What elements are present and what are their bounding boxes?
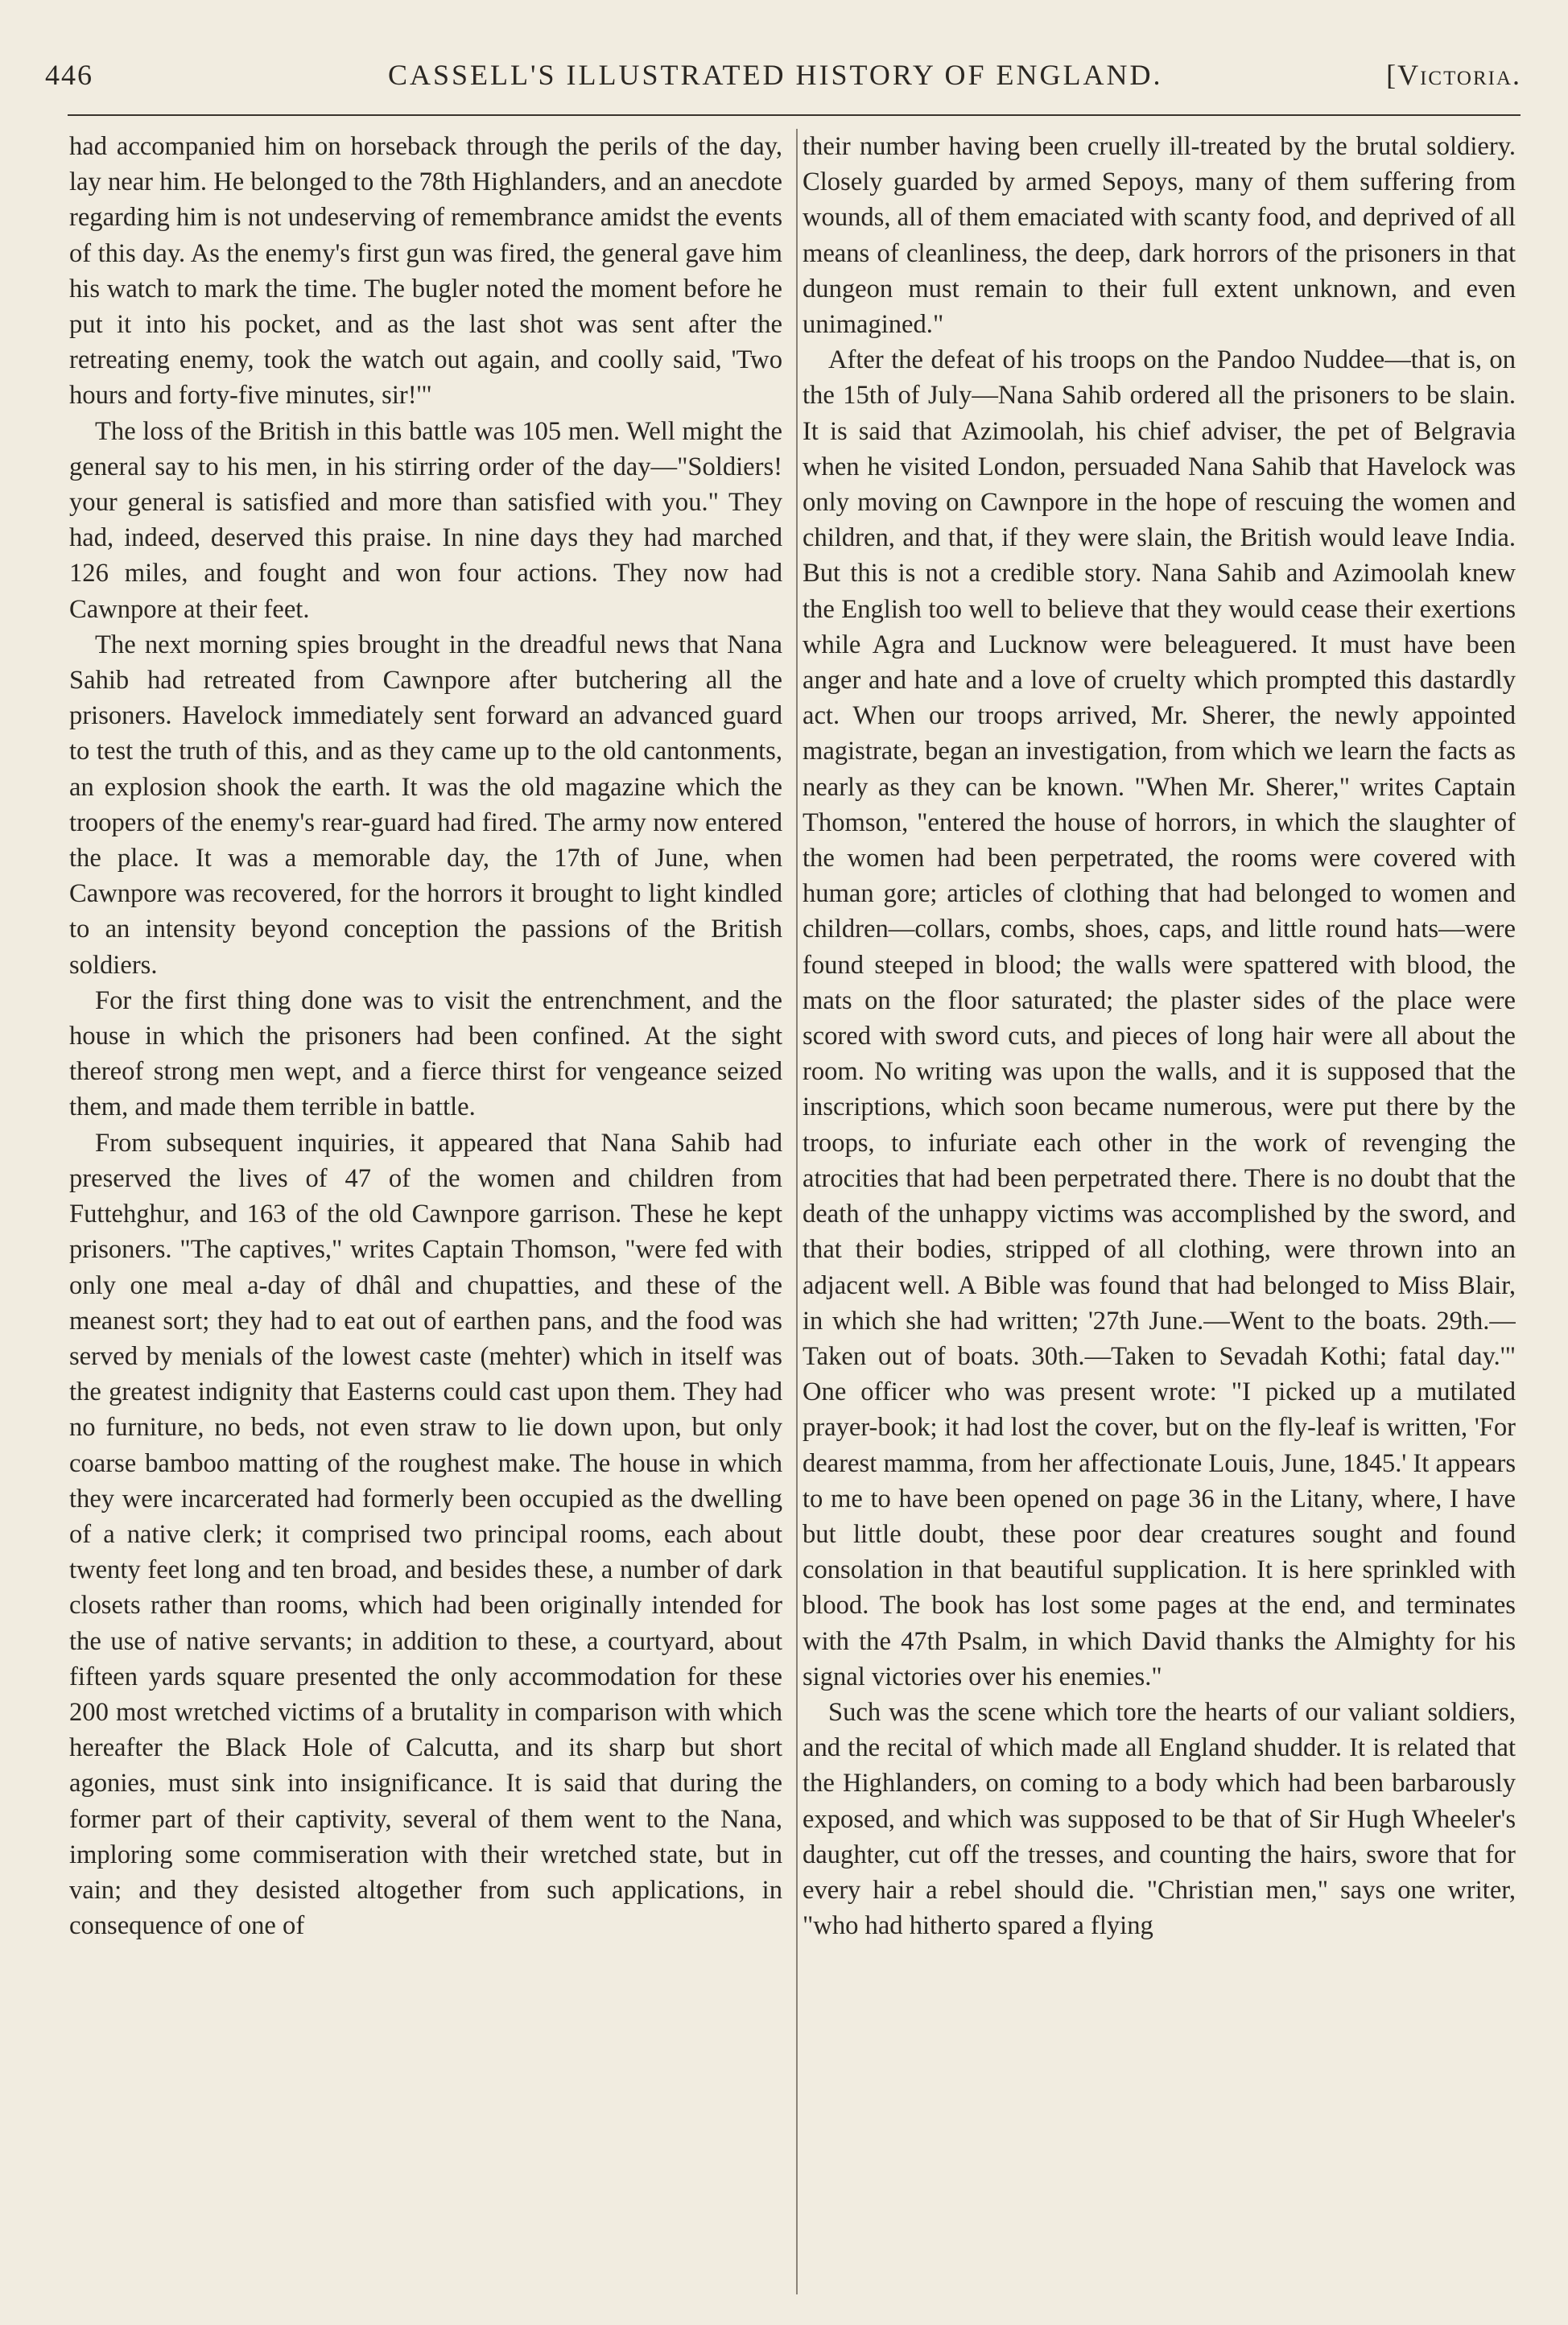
right-column [803, 129, 1516, 2294]
paragraph: From subsequent inquiries, it appeared that Nana Sahib had preserved the lives of 47 of the women and children from Futtehghur, and 163 of the old Cawnpore garrison. These he kept prisoners. "The captives," writes Captain Thomson, "were fed with only one meal a-day of dhâl and chupatties, and these of the meanest sort; they had to eat out of earthen pans, and the food was served by menials of the lowest caste (mehter) which in itself was the greatest indignity that Easterns could cast upon them. They had no furniture, no beds, not even straw to lie down upon, but only coarse bamboo matting of the roughest make. The house in which they were incarcerated had formerly been occupied as the dwelling of a native clerk; it comprised two principal rooms, each about twenty feet long and ten broad, and besides these, a number of dark closets rather than rooms, which had been originally intended for the use of native servants; in addition to these, a courtyard, about fifteen yards square presented the only accommodation for these 200 most wretched victims of a brutality in comparison with which hereafter the Black Hole of Calcutta, and its sharp but short agonies, must sink into insignificance. It is said that during the former part of their captivity, several of them went to the Nana, imploring some commiseration with their wretched state, but in vain; and they desisted altogether from such applications, in consequence of one of [69, 1128, 782, 1941]
paragraph: The loss of the British in this battle was 105 men. Well might the general say to his men, in his stirring order of the day—"Soldiers! your general is satisfied and more than satisfied with you." They had, indeed, deserved this praise. In nine days they had marched 126 miles, and fought and won four actions. They now had Cawnpore at their feet. [69, 416, 782, 624]
reign-label: [Victoria. [1386, 59, 1521, 91]
paragraph: After the defeat of his troops on the Pandoo Nuddee—that is, on the 15th of July—Nana Sahib ordered all the prisoners to be slain. It is said that Azimoolah, his chief adviser, the pet of Belgravia when he visited London, persuaded Nana Sahib that Havelock was only moving on Cawnpore in the hope of rescuing the women and children, and that, if they were slain, the British would leave India. But this is not a credible story. Nana Sahib and Azimoolah knew the English too well to believe that they would cease their exertions while Agra and Lucknow were beleaguered. It must have been anger and hate and a love of cruelty which prompted this dastardly act. When our troops arrived, Mr. Sherer, the newly appointed magistrate, began an investigation, from which we learn the facts as nearly as they can be known. "When Mr. Sherer," writes Captain Thomson, "entered the house of horrors, in which the slaughter of the women had been perpetrated, the rooms were covered with human gore; articles of clothing that had belonged to women and children—collars, combs, shoes, caps, and little round hats—were found steeped in blood; the walls were spattered with blood, the mats on the floor saturated; the plaster sides of the place were scored with sword cuts, and pieces of long hair were all about the room. No writing was upon the walls, and it is supposed that the inscriptions, which soon became numerous, were put there by the troops, to infuriate each other in the work of revenging the atrocities that had been perpetrated there. There is no doubt that the death of the unhappy victims was accomplished by the sword, and that their bodies, stripped of all clothing, were thrown into an adjacent well. A Bible was found that had belonged to Miss Blair, in which she had written; '27th June.—Went to the boats. 29th.—Taken out of boats. 30th.—Taken to Sevadah Kothi; fatal day.'" One officer who was present wrote: "I picked up a mutilated prayer-book; it had lost the cover, but on the fly-leaf is written, 'For dearest mamma, from her affectionate Louis, June, 1845.' It appears to me to have been opened on page 36 in the Litany, where, I have but little doubt, these poor dear creatures sought and found consolation in that beautiful supplication. It is here sprinkled with blood. The book has lost some pages at the end, and terminates with the 47th Psalm, in which David thanks the Almighty for his signal victories over his enemies." [803, 345, 1516, 1691]
paragraph: Such was the scene which tore the hearts of our valiant soldiers, and the recital of which made all England shudder. It is related that the Highlanders, on coming to a body which had been barbarously exposed, and which was supposed to be that of Sir Hugh Wheeler's daughter, cut off the tresses, and counting the hairs, swore that for every hair a rebel should die. "Christian men," says one writer, "who had hitherto spared a flying [803, 1697, 1516, 1941]
running-header [40, 58, 1521, 106]
header-rule [68, 114, 1521, 116]
paragraph: their number having been cruelly ill-treated by the brutal soldiery. Closely guarded by armed Sepoys, many of them suffering from wounds, all of them emaciated with scanty food, and deprived of all means of cleanliness, the deep, dark horrors of the prisoners in that dungeon must remain to their full extent unknown, and even unimagined." [803, 132, 1516, 340]
column-divider [796, 129, 798, 2294]
paragraph: The next morning spies brought in the dreadful news that Nana Sahib had retreated from Cawnpore after butchering all the prisoners. Havelock immediately sent forward an advanced guard to test the truth of this, and as they came up to the old cantonments, an explosion shook the earth. It was the old magazine which the troopers of the enemy's rear-guard had fired. The army now entered the place. It was a memorable day, the 17th of June, when Cawnpore was recovered, for the horrors it brought to light kindled to an intensity beyond conception the passions of the British soldiers. [69, 630, 782, 980]
running-title: CASSELL'S ILLUSTRATED HISTORY OF ENGLAND. [388, 59, 1163, 91]
paragraph: For the first thing done was to visit the entrenchment, and the house in which the prisoners had been confined. At the sight thereof strong men wept, and a fierce thirst for vengeance seized them, and made them terrible in battle. [69, 985, 782, 1122]
page-number: 446 [45, 59, 93, 91]
paragraph: had accompanied him on horseback through the perils of the day, lay near him. He belonged to the 78th Highlanders, and an anecdote regarding him is not undeserving of remembrance amidst the events of this day. As the enemy's first gun was fired, the general gave him his watch to mark the time. The bugler noted the moment before he put it into his pocket, and as the last shot was sent after the retreating enemy, took the watch out again, and coolly said, 'Two hours and forty-five minutes, sir!'" [69, 132, 782, 411]
left-column [69, 129, 782, 2294]
